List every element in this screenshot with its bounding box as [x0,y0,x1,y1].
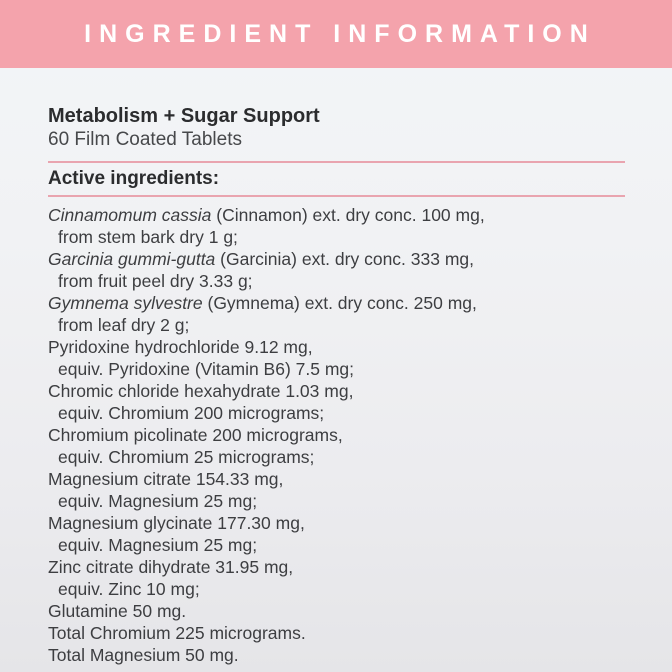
ingredient-line: Chromium picolinate 200 micrograms, [48,425,343,445]
ingredient-line: Magnesium citrate 154.33 mg, [48,469,284,489]
ingredient-line: Total Chromium 225 micrograms. [48,623,306,643]
divider-bottom [48,195,625,197]
ingredient-line: from stem bark dry 1 g; [58,227,238,247]
ingredient-line: equiv. Pyridoxine (Vitamin B6) 7.5 mg; [58,359,355,379]
ingredient-line: Glutamine 50 mg. [48,601,187,621]
botanical-name: Garcinia gummi-gutta [48,249,216,269]
active-ingredients-heading: Active ingredients: [48,168,220,189]
ingredient-line: from leaf dry 2 g; [58,315,190,335]
ingredient-line: Magnesium glycinate 177.30 mg, [48,513,305,533]
ingredient-line: equiv. Chromium 25 micrograms; [58,447,315,467]
ingredient-line: Chromic chloride hexahydrate 1.03 mg, [48,381,354,401]
product-format: 60 Film Coated Tablets [48,129,242,150]
product-name: Metabolism + Sugar Support [48,105,320,127]
panel-body [0,68,672,666]
ingredient-line: from fruit peel dry 3.33 g; [58,271,253,291]
ingredient-line: Gymnema sylvestre (Gymnema) ext. dry conc. 250 mg, [48,293,477,313]
ingredient-line: Pyridoxine hydrochloride 9.12 mg, [48,337,313,357]
botanical-name: Cinnamomum cassia [48,205,212,225]
ingredient-line: Cinnamomum cassia (Cinnamon) ext. dry conc. 100 mg, [48,205,485,225]
ingredient-line: Garcinia gummi-gutta (Garcinia) ext. dry conc. 333 mg, [48,249,475,269]
ingredient-line: equiv. Zinc 10 mg; [58,579,200,599]
ingredient-line: equiv. Magnesium 25 mg; [58,491,258,511]
page-title: INGREDIENT INFORMATION [84,19,596,48]
ingredient-line: Zinc citrate dihydrate 31.95 mg, [48,557,294,577]
header-banner [0,0,672,68]
ingredient-line: Total Magnesium 50 mg. [48,645,239,665]
ingredients-list [48,204,625,666]
ingredient-line: equiv. Chromium 200 micrograms; [58,403,325,423]
ingredient-line: equiv. Magnesium 25 mg; [58,535,258,555]
botanical-name: Gymnema sylvestre [48,293,203,313]
